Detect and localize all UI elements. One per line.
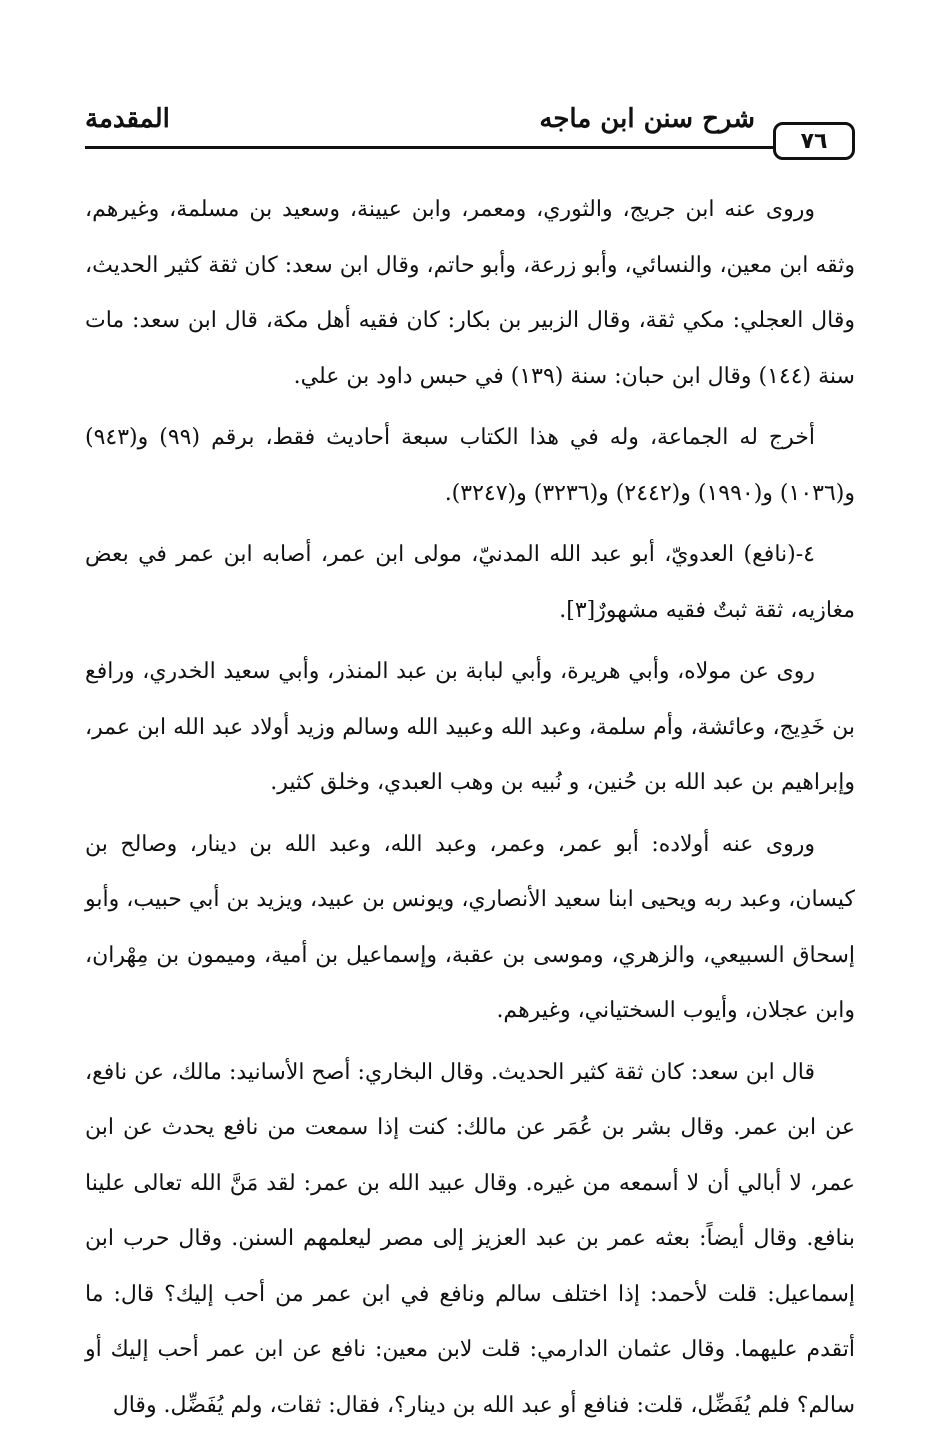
page-body	[85, 182, 855, 1439]
book-title: شرح سنن ابن ماجه	[539, 104, 755, 134]
paragraph-hadith-numbers: أخرج له الجماعة، وله في هذا الكتاب سبعة أحاديث فقط، برقم (٩٩) و(٩٤٣) و(١٠٣٦) و(١٩٩٠) و(٢٤٤٢) و(٣٢٣٦) و(٣٢٤٧).	[85, 425, 855, 506]
paragraph-nafi-bio: ٤-(نافع) العدويّ، أبو عبد الله المدنيّ، مولى ابن عمر، أصابه ابن عمر في بعض مغازيه، ثقة ثبتٌ فقيه مشهورٌ[٣].	[85, 542, 855, 623]
paragraph-nafi-teachers: روى عن مولاه، وأبي هريرة، وأبي لبابة بن عبد المنذر، وأبي سعيد الخدري، ورافع بن خَدِيج، وعائشة، وأم سلمة، وعبد الله وعبيد الله وسالم وزيد أولاد عبد الله ابن عمر، وإبراهيم بن عبد الله بن حُنين، و نُبيه بن وهب العبدي، وخلق كثير.	[85, 659, 855, 795]
header-divider	[85, 146, 775, 149]
page-number: ٧٦	[773, 122, 855, 160]
section-title: المقدمة	[85, 104, 170, 134]
page-header	[85, 100, 855, 160]
paragraph-narrators-from: وروى عنه ابن جريج، والثوري، ومعمر، وابن عيينة، وسعيد بن مسلمة، وغيرهم، وثقه ابن معين، والنسائي، وأبو زرعة، وأبو حاتم، وقال ابن سعد: كان ثقة كثير الحديث، وقال العجلي: مكي ثقة، وقال الزبير بن بكار: كان فقيه أهل مكة، قال ابن سعد: مات سنة (١٤٤) وقال ابن حبان: سنة (١٣٩) في حبس داود بن علي.	[85, 197, 855, 389]
paragraph-nafi-praise: قال ابن سعد: كان ثقة كثير الحديث. وقال البخاري: أصح الأسانيد: مالك، عن نافع، عن ابن عمر. وقال بشر بن عُمَر عن مالك: كنت إذا سمعت من نافع يحدث عن ابن عمر، لا أبالي أن لا أسمعه من غيره. وقال عبيد الله بن عمر: لقد مَنَّ الله تعالى علينا بنافع. وقال أيضاً: بعثه عمر بن عبد العزيز إلى مصر ليعلمهم السنن. وقال حرب ابن إسماعيل: قلت لأحمد: إذا اختلف سالم ونافع في ابن عمر من أحب إليك؟ قال: ما أتقدم عليهما. وقال عثمان الدارمي: قلت لابن معين: نافع عن ابن عمر أحب إليك أو سالم؟ فلم يُفَضِّل، قلت: فنافع أو عبد الله بن دينار؟، فقال: ثقات، ولم يُفَضِّل. وقال	[85, 1059, 855, 1418]
paragraph-nafi-students: وروى عنه أولاده: أبو عمر، وعمر، وعبد الله، وعبد الله بن دينار، وصالح بن كيسان، وعبد ربه ويحيى ابنا سعيد الأنصاري، ويونس بن عبيد، ويزيد بن أبي حبيب، وأبو إسحاق السبيعي، والزهري، وموسى بن عقبة، وإسماعيل بن أمية، وميمون بن مِهْران، وابن عجلان، وأيوب السختياني، وغيرهم.	[85, 831, 855, 1023]
